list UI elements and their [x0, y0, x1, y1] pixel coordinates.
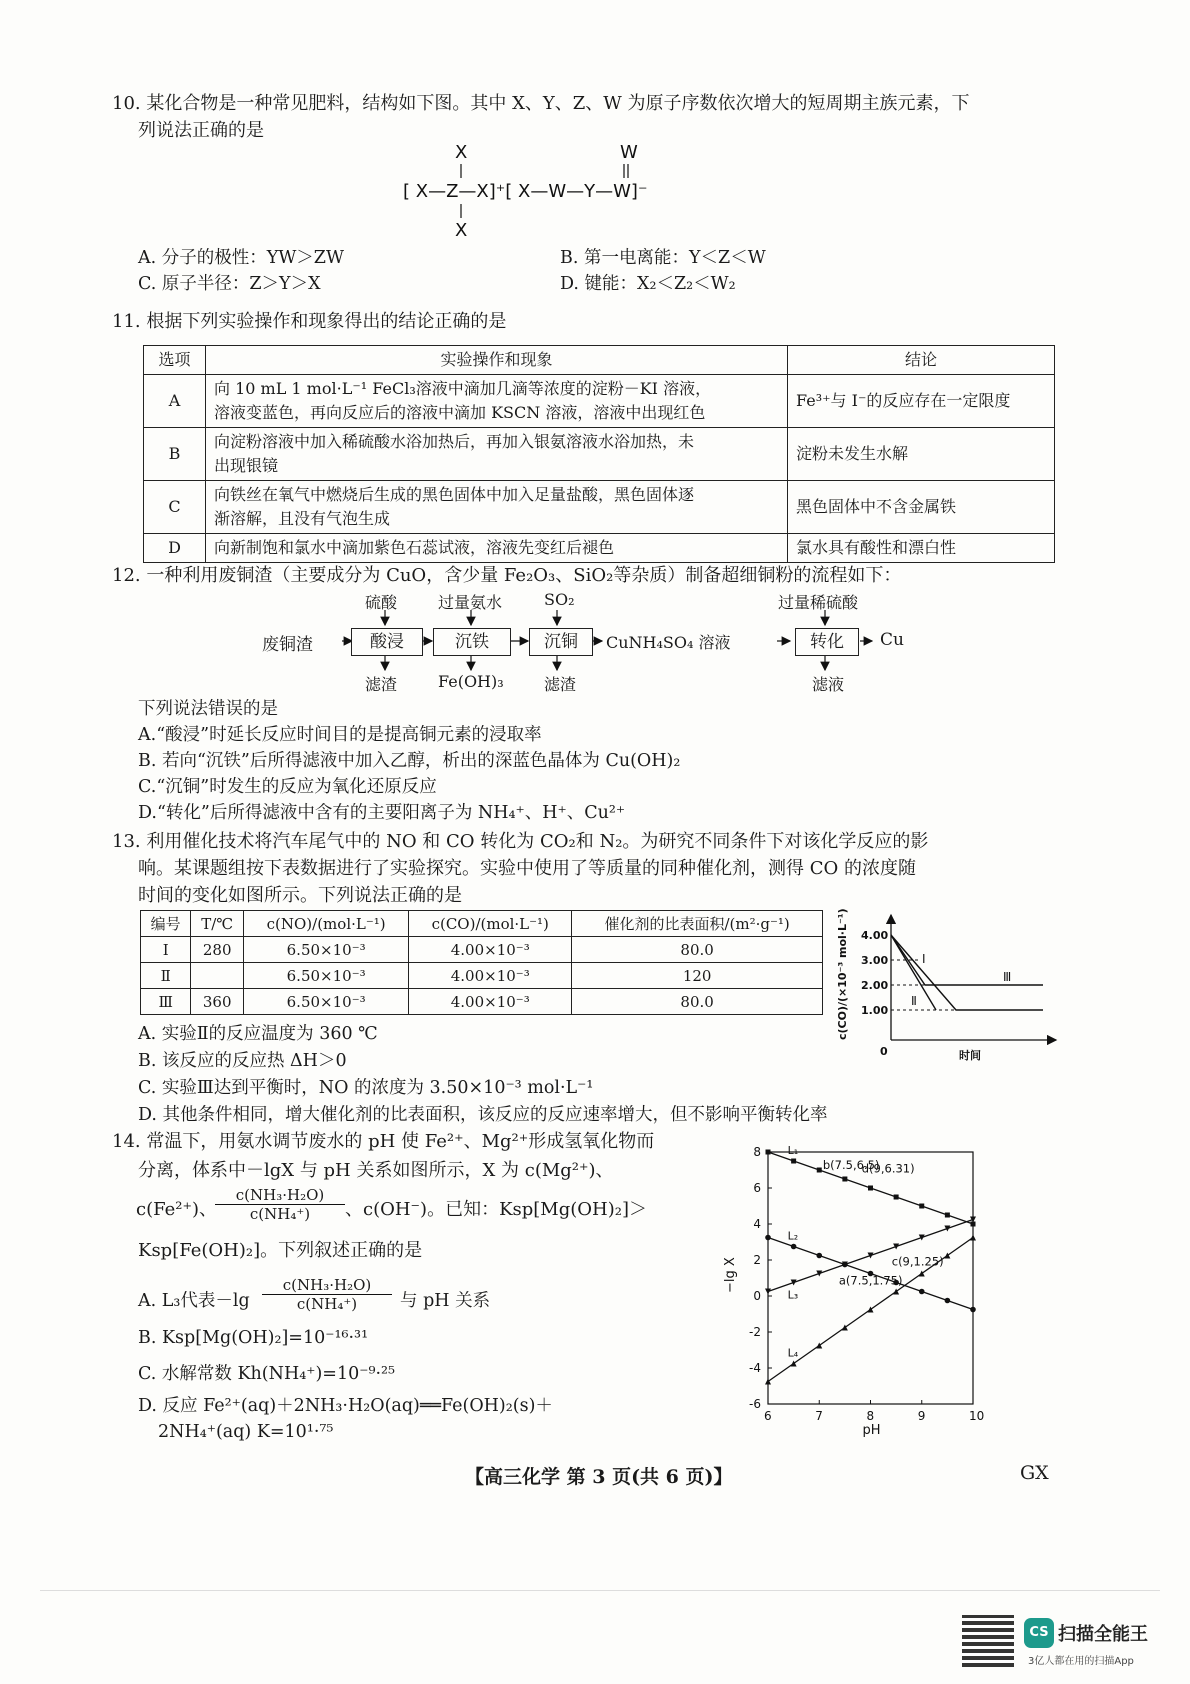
flow-step-acid-leach: 酸浸 — [351, 628, 423, 656]
q14-option-d-line2: 2NH₄⁺(aq) K=10¹·⁷⁵ — [158, 1422, 334, 1442]
cell: 80.0 — [572, 989, 823, 1015]
page-footer: 【高三化学 第 3 页(共 6 页)】 — [465, 1466, 733, 1488]
data-point — [970, 1235, 976, 1241]
row-option: A — [144, 375, 206, 428]
data-point — [791, 1244, 797, 1250]
fraction-numerator: c(NH₃·H₂O) — [262, 1276, 392, 1295]
q13-co-chart — [828, 905, 1064, 1065]
scanner-logo-icon: CS — [1024, 1618, 1054, 1648]
row-operation — [206, 481, 788, 534]
flow-product: Fe(OH)₃ — [438, 672, 504, 691]
q11-stem: 11. 根据下列实验操作和现象得出的结论正确的是 — [112, 311, 507, 332]
operation-line: 渐溶解，且没有气泡生成 — [214, 509, 391, 528]
cell: 120 — [572, 963, 823, 989]
x-tick-label: 9 — [917, 1409, 926, 1423]
curve-label-II: Ⅱ — [911, 994, 917, 1008]
header-cell: 催化剂的比表面积/(m²·g⁻¹) — [572, 911, 823, 937]
table-header-row — [141, 911, 823, 937]
q14-stem-line2: 分离，体系中－lgX 与 pH 关系如图所示，X 为 c(Mg²⁺)、 — [138, 1160, 614, 1181]
q14-stem-line4: Ksp[Fe(OH)₂]。下列叙述正确的是 — [138, 1240, 423, 1261]
point-annotation: c(9,1.25) — [891, 1254, 944, 1269]
cell — [191, 963, 244, 989]
header-operation: 实验操作和现象 — [206, 346, 788, 375]
q13-option-b: B. 该反应的反应热 ΔH＞0 — [138, 1051, 347, 1071]
x-tick-label: 8 — [866, 1409, 875, 1423]
q12-option-a: A.“酸浸”时延长反应时间目的是提高铜元素的浸取率 — [138, 725, 542, 745]
operation-line: 向淀粉溶液中加入稀硫酸水浴加热后，再加入银氨溶液水浴加热，未 — [214, 432, 695, 451]
svg-text:X: X — [455, 142, 468, 163]
row-conclusion: 淀粉未发生水解 — [788, 428, 1055, 481]
data-point — [919, 1289, 925, 1295]
q14-option-b: B. Ksp[Mg(OH)₂]=10⁻¹⁶·³¹ — [138, 1328, 369, 1348]
q14-stem-line3b: 、c(OH⁻)。已知：Ksp[Mg(OH)₂]＞ — [345, 1199, 648, 1220]
q13-stem-line2: 响。某课题组按下表数据进行了实验探究。实验中使用了等质量的同种催化剂，测得 CO 的浓度随 — [138, 858, 916, 879]
qr-code-icon — [962, 1615, 1014, 1667]
q12-option-d: D.“转化”后所得滤液中含有的主要阳离子为 NH₄⁺、H⁺、Cu²⁺ — [138, 803, 626, 823]
curve-III — [891, 935, 1043, 985]
row-operation — [206, 375, 788, 428]
y-tick-label: 8 — [753, 1145, 761, 1159]
data-point — [894, 1195, 899, 1200]
svg-text:X: X — [455, 220, 468, 241]
data-point — [970, 1307, 976, 1313]
q13-option-d: D. 其他条件相同，增大催化剂的比表面积，该反应的反应速率增大，但不影响平衡转化率 — [138, 1105, 828, 1125]
series-label: L₂ — [787, 1229, 799, 1243]
x-tick-label: 6 — [764, 1409, 772, 1423]
series-label: L₃ — [787, 1288, 799, 1302]
header-cell: c(CO)/(mol·L⁻¹) — [409, 911, 572, 937]
table-row — [141, 937, 823, 963]
flow-reagent: SO₂ — [544, 590, 575, 609]
q10-option-b: B. 第一电离能：Y＜Z＜W — [560, 248, 766, 268]
point-annotation: d(9,6.31) — [861, 1161, 915, 1176]
y-tick-label: -6 — [749, 1397, 761, 1411]
q11-table — [143, 345, 1055, 563]
header-cell: 编号 — [141, 911, 191, 937]
table-row — [141, 963, 823, 989]
fraction-denominator: c(NH₄⁺) — [249, 1205, 311, 1223]
q14-lgx-ph-chart — [720, 1138, 1065, 1438]
y-tick-label: 6 — [753, 1181, 761, 1195]
brand-tagline: 3亿人都在用的扫描App — [1028, 1656, 1134, 1667]
page-divider — [40, 1590, 1160, 1591]
y-tick: 4.00 — [861, 929, 889, 942]
q10-option-d: D. 键能：X₂＜Z₂＜W₂ — [560, 274, 736, 294]
q13-option-a: A. 实验Ⅱ的反应温度为 360 ℃ — [138, 1024, 378, 1044]
data-point — [868, 1186, 873, 1191]
curve-label-III: Ⅲ — [1003, 970, 1012, 984]
q13-stem-line1: 13. 利用催化技术将汽车尾气中的 NO 和 CO 转化为 CO₂和 N₂。为研究不同条件下对该化学反应的影 — [112, 831, 929, 852]
flow-end: Cu — [880, 630, 904, 650]
flow-start: 废铜渣 — [262, 635, 313, 655]
q10-option-c: C. 原子半径：Z＞Y＞X — [138, 274, 321, 294]
q12-lead: 下列说法错误的是 — [138, 699, 278, 719]
flow-product: 滤渣 — [365, 675, 398, 694]
data-point — [944, 1226, 950, 1232]
x-axis-label: 时间 — [959, 1049, 981, 1062]
y-tick-label: -2 — [749, 1325, 761, 1339]
fraction-numerator: c(NH₃·H₂O) — [215, 1186, 345, 1205]
operation-line: 向铁丝在氧气中燃烧后生成的黑色固体中加入足量盐酸，黑色固体逐 — [214, 485, 695, 504]
table-row — [144, 375, 1055, 428]
flow-intermediate: CuNH₄SO₄ 溶液 — [606, 633, 731, 652]
series-label: L₄ — [787, 1346, 799, 1360]
operation-line: 溶液变蓝色，再向反应后的溶液中滴加 KSCN 溶液，溶液中出现红色 — [214, 403, 706, 422]
x-tick-label: 10 — [969, 1409, 985, 1423]
q13-table — [140, 910, 823, 1015]
row-option: D — [144, 534, 206, 563]
series-label: L₁ — [787, 1144, 799, 1157]
q13-stem-line3: 时间的变化如图所示。下列说法正确的是 — [138, 885, 462, 906]
data-point — [945, 1213, 950, 1218]
row-conclusion: Fe³⁺与 I⁻的反应存在一定限度 — [788, 375, 1055, 428]
flow-step-conversion: 转化 — [795, 628, 859, 656]
data-point — [766, 1150, 771, 1155]
q14-option-a-pre: A. L₃代表－lg — [138, 1291, 250, 1311]
header-conclusion: 结论 — [788, 346, 1055, 375]
cell: 6.50×10⁻³ — [244, 989, 409, 1015]
q14-option-a-fraction — [262, 1276, 392, 1313]
y-axis-label: −lg X — [723, 1257, 738, 1293]
cell: 360 — [191, 989, 244, 1015]
operation-line: 出现银镜 — [214, 456, 279, 475]
point-annotation: a(7.5,1.75) — [838, 1273, 903, 1288]
y-tick: 1.00 — [861, 1004, 889, 1017]
x-axis-label: pH — [862, 1423, 881, 1438]
data-point — [816, 1271, 822, 1277]
brand-name: 扫描全能王 — [1058, 1624, 1148, 1645]
curve-label-I: Ⅰ — [922, 952, 926, 966]
svg-text:[ X—Z—X]⁺[ X—W—Y—W]⁻: [ X—Z—X]⁺[ X—W—Y—W]⁻ — [403, 181, 648, 202]
cell: 6.50×10⁻³ — [244, 963, 409, 989]
q14-option-c: C. 水解常数 Kh(NH₄⁺)=10⁻⁹·²⁵ — [138, 1364, 396, 1384]
q10-stem-line1: 10. 某化合物是一种常见肥料，结构如下图。其中 X、Y、Z、W 为原子序数依次增大的短周期主族元素，下 — [112, 93, 970, 114]
table-row — [144, 428, 1055, 481]
cell: Ⅲ — [141, 989, 191, 1015]
fraction-denominator: c(NH₄⁺) — [296, 1295, 358, 1313]
q14-stem-line3a: c(Fe²⁺)、 — [136, 1199, 217, 1220]
cell: 6.50×10⁻³ — [244, 937, 409, 963]
flow-reagent: 硫酸 — [365, 593, 398, 612]
point-annotation: b(7.5,6.5) — [822, 1158, 880, 1172]
x-tick-label: 7 — [815, 1409, 823, 1423]
y-tick: 3.00 — [861, 954, 889, 967]
data-point — [893, 1244, 899, 1250]
cell: 4.00×10⁻³ — [409, 963, 572, 989]
footer-code: GX — [1020, 1462, 1049, 1484]
table-row — [144, 534, 1055, 563]
data-point — [791, 1280, 797, 1286]
operation-line: 向 10 mL 1 mol·L⁻¹ FeCl₃溶液中滴加几滴等浓度的淀粉－KI 溶液， — [214, 379, 712, 398]
q12-option-c: C.“沉铜”时发生的反应为氧化还原反应 — [138, 777, 437, 797]
data-point — [919, 1204, 924, 1209]
row-option: C — [144, 481, 206, 534]
flow-reagent: 过量稀硫酸 — [778, 593, 859, 612]
y-tick: 2.00 — [861, 979, 889, 992]
header-cell: T/℃ — [191, 911, 244, 937]
q14-option-a-post: 与 pH 关系 — [400, 1291, 491, 1311]
data-point — [791, 1159, 796, 1164]
table-header-row — [144, 346, 1055, 375]
q10-option-a: A. 分子的极性：YW＞ZW — [138, 248, 344, 268]
q10-structure-diagram — [390, 140, 720, 240]
y-tick-label: 2 — [753, 1253, 761, 1267]
q10-stem-line2: 列说法正确的是 — [138, 120, 264, 141]
flow-step-copper-precip: 沉铜 — [529, 628, 593, 656]
data-point — [945, 1298, 951, 1304]
row-operation — [206, 428, 788, 481]
cell: 80.0 — [572, 937, 823, 963]
origin-label: 0 — [880, 1045, 888, 1058]
header-option: 选项 — [144, 346, 206, 375]
table-row — [141, 989, 823, 1015]
data-point — [765, 1235, 771, 1241]
row-operation: 向新制饱和氯水中滴加紫色石蕊试液，溶液先变红后褪色 — [206, 534, 788, 563]
flow-product: 滤液 — [812, 675, 845, 694]
q12-option-b: B. 若向“沉铁”后所得滤液中加入乙醇，析出的深蓝色晶体为 Cu(OH)₂ — [138, 751, 681, 771]
cell: 4.00×10⁻³ — [409, 989, 572, 1015]
q14-fraction — [215, 1186, 345, 1223]
y-tick-label: 4 — [753, 1217, 761, 1231]
flow-step-iron-removal: 沉铁 — [433, 628, 511, 656]
q12-stem: 12. 一种利用废铜渣（主要成分为 CuO，含少量 Fe₂O₃、SiO₂等杂质）制备超细铜粉的流程如下： — [112, 565, 902, 586]
data-point — [816, 1253, 822, 1259]
svg-text:W: W — [620, 142, 638, 163]
cell: 280 — [191, 937, 244, 963]
y-tick-label: 0 — [753, 1289, 761, 1303]
row-conclusion: 氯水具有酸性和漂白性 — [788, 534, 1055, 563]
cell: Ⅱ — [141, 963, 191, 989]
y-axis-label: c(CO)/(×10⁻³ mol·L⁻¹) — [836, 908, 849, 1040]
q14-option-d-line1: D. 反应 Fe²⁺(aq)＋2NH₃·H₂O(aq)══Fe(OH)₂(s)＋ — [138, 1396, 553, 1416]
chart-labels — [788, 1144, 944, 1360]
table-row — [144, 481, 1055, 534]
row-conclusion: 黑色固体中不含金属铁 — [788, 481, 1055, 534]
data-point — [842, 1177, 847, 1182]
q13-option-c: C. 实验Ⅲ达到平衡时，NO 的浓度为 3.50×10⁻³ mol·L⁻¹ — [138, 1078, 594, 1098]
cell: Ⅰ — [141, 937, 191, 963]
data-point — [919, 1235, 925, 1241]
cell: 4.00×10⁻³ — [409, 937, 572, 963]
row-option: B — [144, 428, 206, 481]
q14-stem-line1: 14. 常温下，用氨水调节废水的 pH 使 Fe²⁺、Mg²⁺形成氢氧化物而 — [112, 1131, 655, 1152]
flow-reagent: 过量氨水 — [438, 593, 503, 612]
y-tick-label: -4 — [749, 1361, 761, 1375]
header-cell: c(NO)/(mol·L⁻¹) — [244, 911, 409, 937]
data-point — [868, 1253, 874, 1259]
data-point — [817, 1168, 822, 1173]
flow-product: 滤渣 — [544, 675, 577, 694]
data-point — [765, 1289, 771, 1295]
